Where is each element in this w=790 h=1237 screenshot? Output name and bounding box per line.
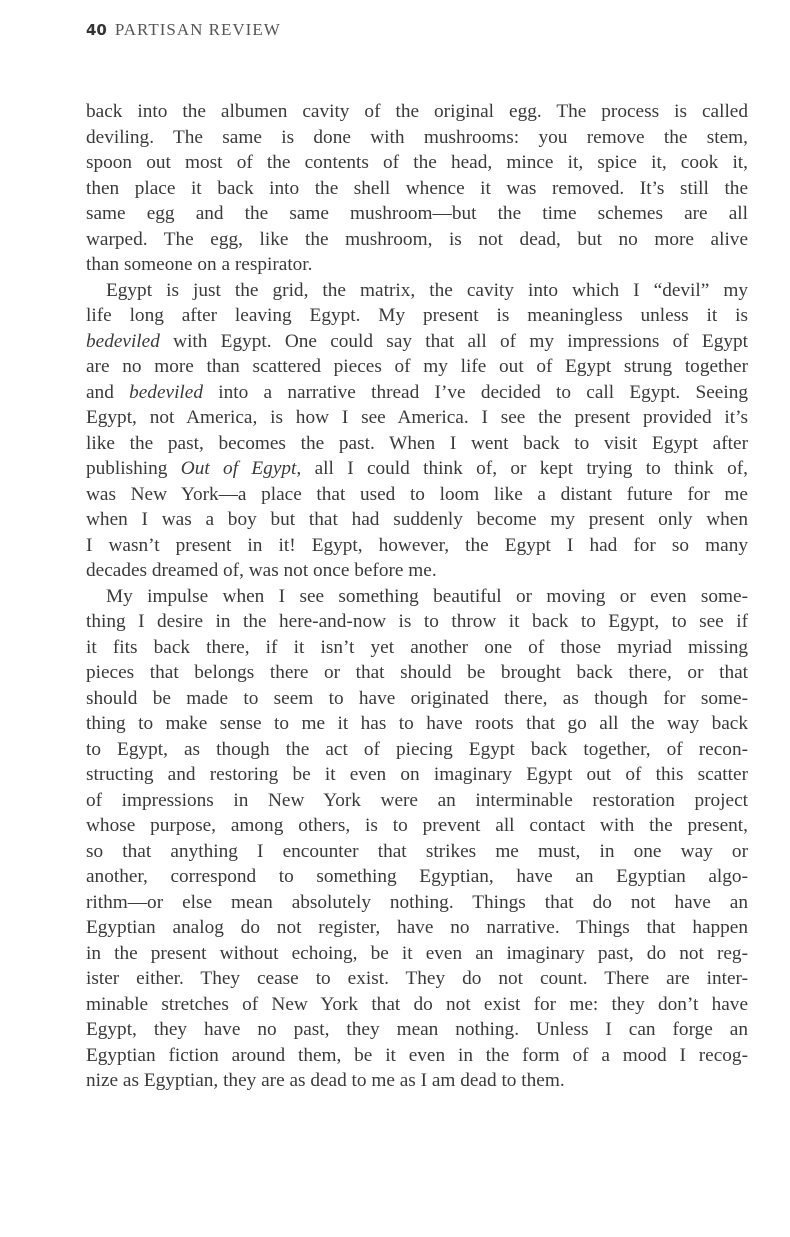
text-line	[86, 533, 748, 559]
text-line	[86, 839, 748, 865]
text-segment: deviling. The same is done with mushrooms: you remove the stem,	[86, 126, 748, 148]
text-segment: life long after leaving Egypt. My present is meaningless unless it is	[86, 305, 748, 326]
text-segment: thing I desire in the here-and-now is to throw it back to Egypt, to see if	[86, 611, 748, 632]
text-segment: it fits back there, if it isn’t yet another one of those myriad missing	[86, 636, 748, 658]
text-segment: decades dreamed of, was not once before me.	[86, 560, 437, 581]
text-segment: are no more than scattered pieces of my life out of Egypt strung together	[86, 356, 748, 377]
text-line	[86, 507, 748, 533]
text-line	[86, 1017, 748, 1043]
text-line	[86, 635, 748, 661]
text-segment: , all I could think of, or kept trying to think of,	[296, 458, 748, 479]
italic-text: Out of Egypt	[180, 458, 297, 479]
text-segment: Egypt, not America, is how I see America. I see the present provided it’s	[86, 407, 748, 428]
text-line	[86, 966, 748, 992]
text-segment: when I was a boy but that had suddenly become my present only when	[86, 509, 748, 530]
text-line	[86, 176, 748, 202]
text-line	[86, 660, 748, 686]
paragraph	[86, 99, 748, 278]
text-line	[86, 609, 748, 635]
text-line	[86, 1043, 748, 1069]
text-line	[86, 558, 748, 584]
text-segment: like the past, becomes the past. When I went back to visit Egypt after	[86, 432, 748, 454]
text-line	[86, 737, 748, 763]
text-line	[86, 380, 748, 406]
text-segment: and	[86, 381, 130, 403]
text-segment: ister either. They cease to exist. They do not count. There are inter-	[86, 968, 748, 989]
text-segment: to Egypt, as though the act of piecing Egypt back together, of recon-	[86, 738, 748, 760]
text-segment: Egypt, they have no past, they mean nothing. Unless I can forge an	[86, 1019, 748, 1040]
text-line	[86, 354, 748, 380]
text-line	[86, 1068, 748, 1094]
text-segment: than someone on a respirator.	[86, 254, 313, 275]
text-segment: so that anything I encounter that strikes me must, in one way or	[86, 840, 748, 862]
text-line	[86, 303, 748, 329]
text-line	[86, 431, 748, 457]
text-segment: pieces that belongs there or that should be brought back there, or that	[86, 662, 748, 683]
text-line	[86, 762, 748, 788]
page-number: 40	[86, 21, 107, 39]
text-line	[86, 686, 748, 712]
text-segment: of impressions in New York were an interminable restoration project	[86, 789, 748, 811]
text-segment: in the present without echoing, be it even an imaginary past, do not reg-	[86, 942, 748, 964]
text-line	[86, 252, 748, 278]
text-segment: then place it back into the shell whence it was removed. It’s still the	[86, 177, 748, 199]
text-line	[86, 813, 748, 839]
text-line	[86, 201, 748, 227]
text-segment: warped. The egg, like the mushroom, is not dead, but no more alive	[86, 228, 748, 250]
text-line	[86, 99, 748, 125]
text-segment: another, correspond to something Egyptian, have an Egyptian algo-	[86, 866, 748, 887]
text-segment: nize as Egyptian, they are as dead to me as I am dead to them.	[86, 1070, 565, 1091]
text-segment: Egyptian analog do not register, have no narrative. Things that happen	[86, 917, 748, 938]
text-segment: back into the albumen cavity of the original egg. The process is called	[86, 101, 748, 122]
text-line	[86, 890, 748, 916]
text-line	[86, 125, 748, 151]
text-segment: Egypt is just the grid, the matrix, the cavity into which I “devil” my	[106, 279, 748, 301]
text-segment: publishing	[86, 458, 181, 479]
journal-title: PARTISAN REVIEW	[114, 20, 281, 39]
text-segment: same egg and the same mushroom—but the time schemes are all	[86, 203, 748, 224]
text-line	[86, 941, 748, 967]
text-line	[86, 915, 748, 941]
text-segment: should be made to seem to have originated there, as though for some-	[86, 687, 748, 709]
italic-text: bedeviled	[86, 330, 160, 352]
text-line	[86, 788, 748, 814]
text-line	[86, 329, 748, 355]
text-segment: rithm—or else mean absolutely nothing. Things that do not have an	[86, 891, 748, 913]
text-segment: minable stretches of New York that do not exist for me: they don’t have	[86, 993, 748, 1015]
italic-text: bedeviled	[129, 381, 203, 403]
text-line	[86, 227, 748, 253]
text-segment: whose purpose, among others, is to prevent all contact with the present,	[86, 815, 748, 836]
text-segment: with Egypt. One could say that all of my impressions of Egypt	[159, 330, 748, 352]
text-segment: into a narrative thread I’ve decided to call Egypt. Seeing	[202, 381, 748, 403]
text-segment: structing and restoring be it even on imaginary Egypt out of this scatter	[86, 764, 748, 785]
paragraph	[86, 278, 748, 584]
running-header	[86, 20, 281, 40]
paragraph	[86, 584, 748, 1094]
text-segment: spoon out most of the contents of the head, mince it, spice it, cook it,	[86, 152, 748, 173]
text-line	[86, 584, 748, 610]
text-segment: thing to make sense to me it has to have roots that go all the way back	[86, 713, 748, 734]
text-line	[86, 482, 748, 508]
text-segment: Egyptian fiction around them, be it even in the form of a mood I recog-	[86, 1044, 748, 1066]
article-body	[86, 99, 748, 1094]
text-line	[86, 864, 748, 890]
text-segment: I wasn’t present in it! Egypt, however, the Egypt I had for so many	[86, 534, 748, 556]
text-line	[86, 278, 748, 304]
text-line	[86, 405, 748, 431]
text-segment: My impulse when I see something beautiful or moving or even some-	[106, 585, 748, 607]
text-line	[86, 711, 748, 737]
text-line	[86, 150, 748, 176]
text-segment: was New York—a place that used to loom like a distant future for me	[86, 483, 748, 505]
text-line	[86, 456, 748, 482]
text-line	[86, 992, 748, 1018]
